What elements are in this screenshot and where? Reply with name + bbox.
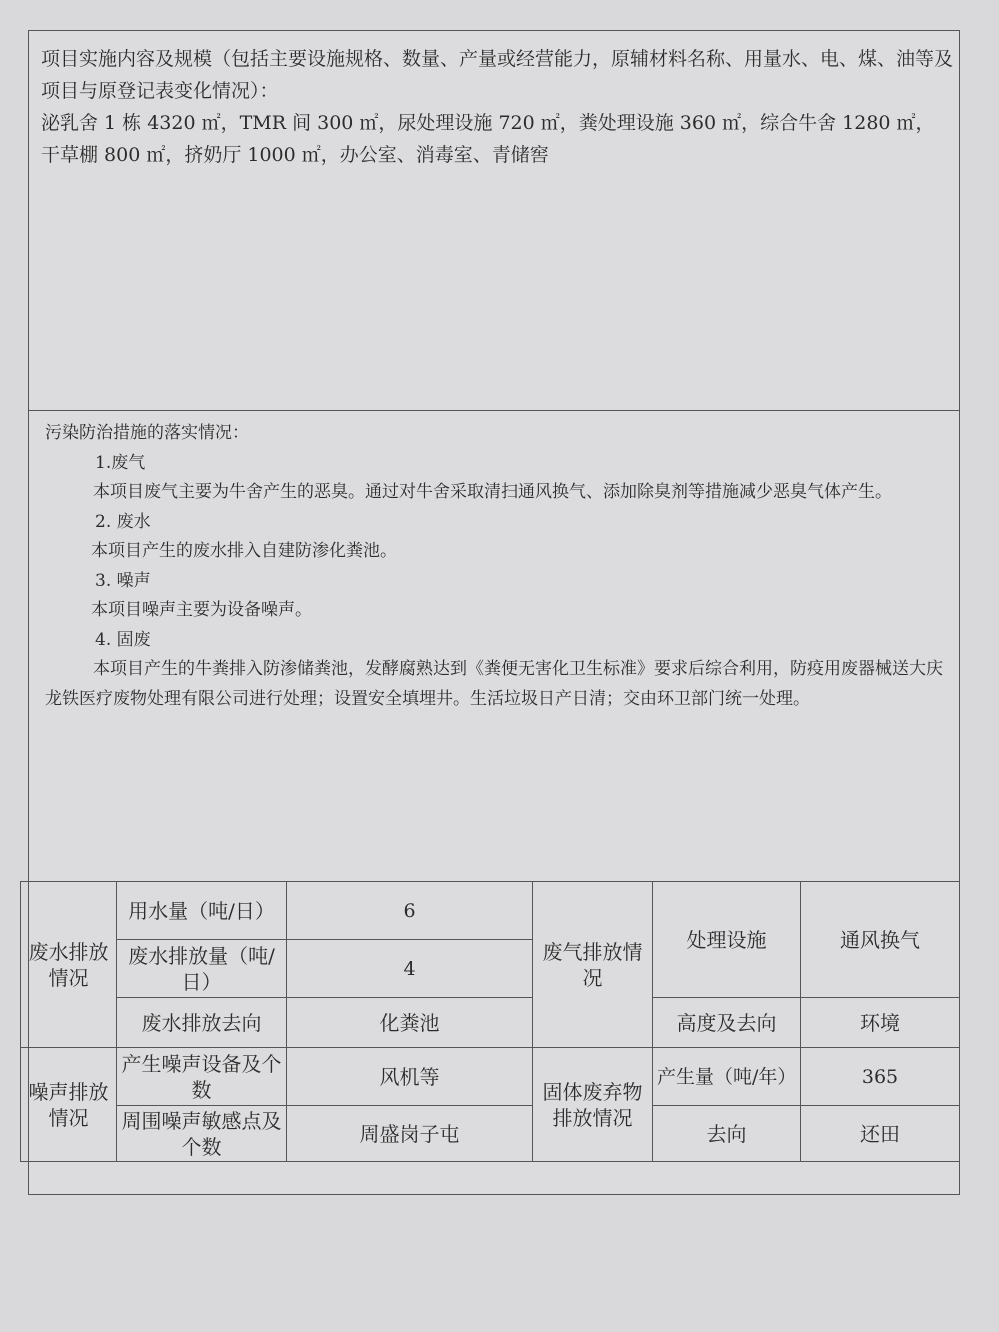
- wastewater-volume-label: 废水排放量（吨/日）: [117, 940, 287, 998]
- emissions-table: [20, 881, 960, 1162]
- destination-value: 还田: [801, 1106, 960, 1162]
- wastewater-header: 废水排放情况: [21, 882, 117, 1048]
- solid-waste-header: 固体废弃物排放情况: [533, 1048, 653, 1162]
- water-use-label: 用水量（吨/日）: [117, 882, 287, 940]
- exhaust-header: 废气排放情况: [533, 882, 653, 1048]
- item-exhaust-title: 1.废气: [95, 452, 146, 473]
- wastewater-volume-value: 4: [287, 940, 533, 998]
- project-scope-section: [29, 31, 959, 411]
- item-wastewater-body: 本项目产生的废水排入自建防渗化粪池。: [91, 541, 397, 561]
- wastewater-direction-value: 化粪池: [287, 998, 533, 1048]
- item-solid-body: 本项目产生的牛粪排入防渗储粪池，发酵腐熟达到《粪便无害化卫生标准》要求后综合利用，防疫用废器械送大庆龙铁医疗废物处理有限公司进行处理；设置安全填埋井。生活垃圾日产日清；交由环卫部门统一处理。: [45, 659, 943, 709]
- height-label: 高度及去向: [653, 998, 801, 1048]
- item-solid-title: 4. 固废: [95, 629, 151, 650]
- item-noise-title: 3. 噪声: [95, 570, 151, 591]
- destination-label: 去向: [653, 1106, 801, 1162]
- sensitive-points-label: 周围噪声敏感点及个数: [117, 1106, 287, 1162]
- item-noise-body: 本项目噪声主要为设备噪声。: [91, 600, 312, 620]
- pollution-heading: 污染防治措施的落实情况：: [45, 423, 249, 443]
- noise-header: 噪声排放情况: [21, 1048, 117, 1162]
- output-label: 产生量（吨/年）: [653, 1048, 801, 1106]
- project-scope-heading: 项目实施内容及规模（包括主要设施规格、数量、产量或经营能力，原辅材料名称、用量水、电、煤、油等及项目与原登记表变化情况）：: [41, 48, 954, 102]
- item-wastewater-title: 2. 废水: [95, 511, 151, 532]
- noise-equipment-value: 风机等: [287, 1048, 533, 1106]
- sensitive-points-value: 周盛岗子屯: [287, 1106, 533, 1162]
- treatment-value: 通风换气: [801, 882, 960, 998]
- project-scope-content: 泌乳舍 1 栋 4320 ㎡，TMR 间 300 ㎡，尿处理设施 720 ㎡，粪处理设施 360 ㎡，综合牛舍 1280 ㎡，干草棚 800 ㎡，挤奶厅 1000 ㎡，办公室、消毒室、青储窖: [41, 112, 935, 166]
- treatment-label: 处理设施: [653, 882, 801, 998]
- pollution-measures-section: [29, 413, 959, 913]
- water-use-value: 6: [287, 882, 533, 940]
- noise-equipment-label: 产生噪声设备及个数: [117, 1048, 287, 1106]
- item-exhaust-body: 本项目废气主要为牛舍产生的恶臭。通过对牛舍采取清扫通风换气、添加除臭剂等措施减少恶臭气体产生。: [93, 482, 892, 502]
- height-value: 环境: [801, 998, 960, 1048]
- wastewater-direction-label: 废水排放去向: [117, 998, 287, 1048]
- output-value: 365: [801, 1048, 960, 1106]
